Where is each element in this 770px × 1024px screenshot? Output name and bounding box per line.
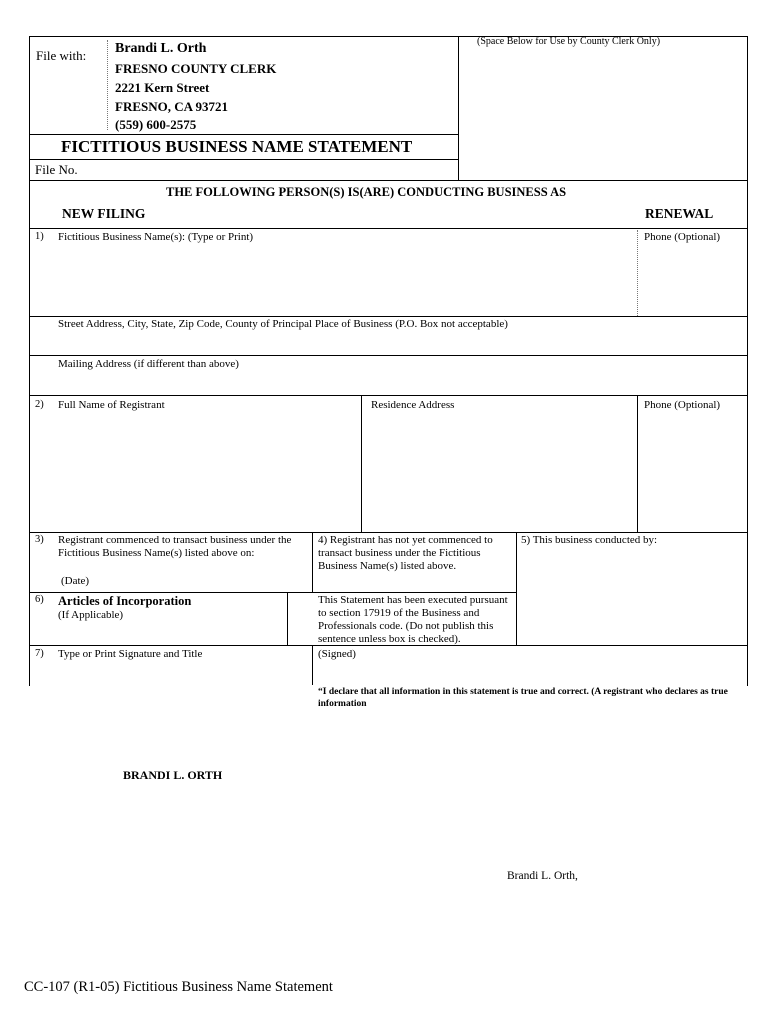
new-filing-label[interactable]: NEW FILING <box>62 206 146 221</box>
business-phone-field[interactable]: Phone (Optional) <box>644 231 721 243</box>
clerk-office: FRESNO COUNTY CLERK <box>115 61 277 76</box>
sec2-residence-divider <box>361 395 362 532</box>
mailing-address-field[interactable]: Mailing Address (if different than above) <box>58 358 239 370</box>
clerk-use-note: (Space Below for Use by County Clerk Only) <box>477 36 661 47</box>
form-footer: CC-107 (R1-05) Fictitious Business Name Statement <box>24 979 333 995</box>
if-applicable-label: (If Applicable) <box>58 609 124 621</box>
rule-sec1-name-bottom <box>29 316 748 317</box>
renewal-label[interactable]: RENEWAL <box>645 206 714 221</box>
residence-address-field[interactable]: Residence Address <box>371 399 455 411</box>
sec3-mid-divider <box>312 532 313 592</box>
registrant-phone-field[interactable]: Phone (Optional) <box>644 399 721 411</box>
form-title: FICTITIOUS BUSINESS NAME STATEMENT <box>61 137 413 156</box>
section-7-number: 7) <box>35 648 44 659</box>
sec2-phone-divider <box>637 395 638 532</box>
not-commenced-checkbox[interactable]: 4) Registrant has not yet commenced to transact business under the Fictitious Business Name(s) listed above. <box>318 534 493 572</box>
rule-title-bottom <box>29 159 459 160</box>
sec7-mid-divider <box>312 645 313 685</box>
section-6-number: 6) <box>35 594 44 605</box>
clerk-street: 2221 Kern Street <box>115 80 210 95</box>
date-label: (Date) <box>61 575 90 587</box>
form-border-right <box>747 36 748 686</box>
signed-field[interactable]: (Signed) <box>318 648 356 660</box>
section-2-number: 2) <box>35 399 44 410</box>
sec3-right-divider <box>516 532 517 645</box>
rule-mailing-bottom <box>29 395 748 396</box>
rule-filing-bottom <box>29 228 748 229</box>
signer-closing: Brandi L. Orth, <box>507 870 578 882</box>
clerk-name: Brandi L. Orth <box>115 41 207 56</box>
conducting-heading: THE FOLLOWING PERSON(S) IS(ARE) CONDUCTING BUSINESS AS <box>166 185 567 199</box>
declaration-text: “I declare that all information in this statement is true and correct. (A registrant who declares as true information <box>318 687 728 709</box>
signer-name-upper: BRANDI L. ORTH <box>123 768 223 782</box>
sec6-mid-divider <box>287 592 288 645</box>
rule-fileno-bottom <box>29 180 748 181</box>
file-with-divider <box>107 40 108 130</box>
conducted-by-field[interactable]: 5) This business conducted by: <box>521 534 658 546</box>
rule-street-bottom <box>29 355 748 356</box>
file-with-label: File with: <box>36 48 87 63</box>
sec1-phone-divider <box>637 230 638 316</box>
file-no-label: File No. <box>35 162 78 177</box>
business-name-field[interactable]: Fictitious Business Name(s): (Type or Print) <box>58 231 254 243</box>
executed-statement-checkbox[interactable]: This Statement has been executed pursuant to section 17919 of the Business and Professionals code. (Do not publish this sentence unless box is checked). <box>318 594 508 645</box>
rule-sec3-bottom <box>29 592 517 593</box>
articles-label[interactable]: Articles of Incorporation <box>58 594 192 608</box>
rule-title-top <box>29 134 459 135</box>
clerk-city: FRESNO, CA 93721 <box>115 99 229 114</box>
section-1-number: 1) <box>35 231 44 242</box>
commenced-date-field[interactable]: Registrant commenced to transact business under the Fictitious Business Name(s) listed above on: <box>58 534 292 559</box>
signature-title-field[interactable]: Type or Print Signature and Title <box>58 648 203 660</box>
street-address-field[interactable]: Street Address, City, State, Zip Code, County of Principal Place of Business (P.O. Box not acceptable) <box>58 318 508 330</box>
section-3-number: 3) <box>35 534 44 545</box>
clerk-phone: (559) 600-2575 <box>115 117 197 132</box>
rule-sec2-bottom <box>29 532 748 533</box>
registrant-name-field[interactable]: Full Name of Registrant <box>58 399 165 411</box>
